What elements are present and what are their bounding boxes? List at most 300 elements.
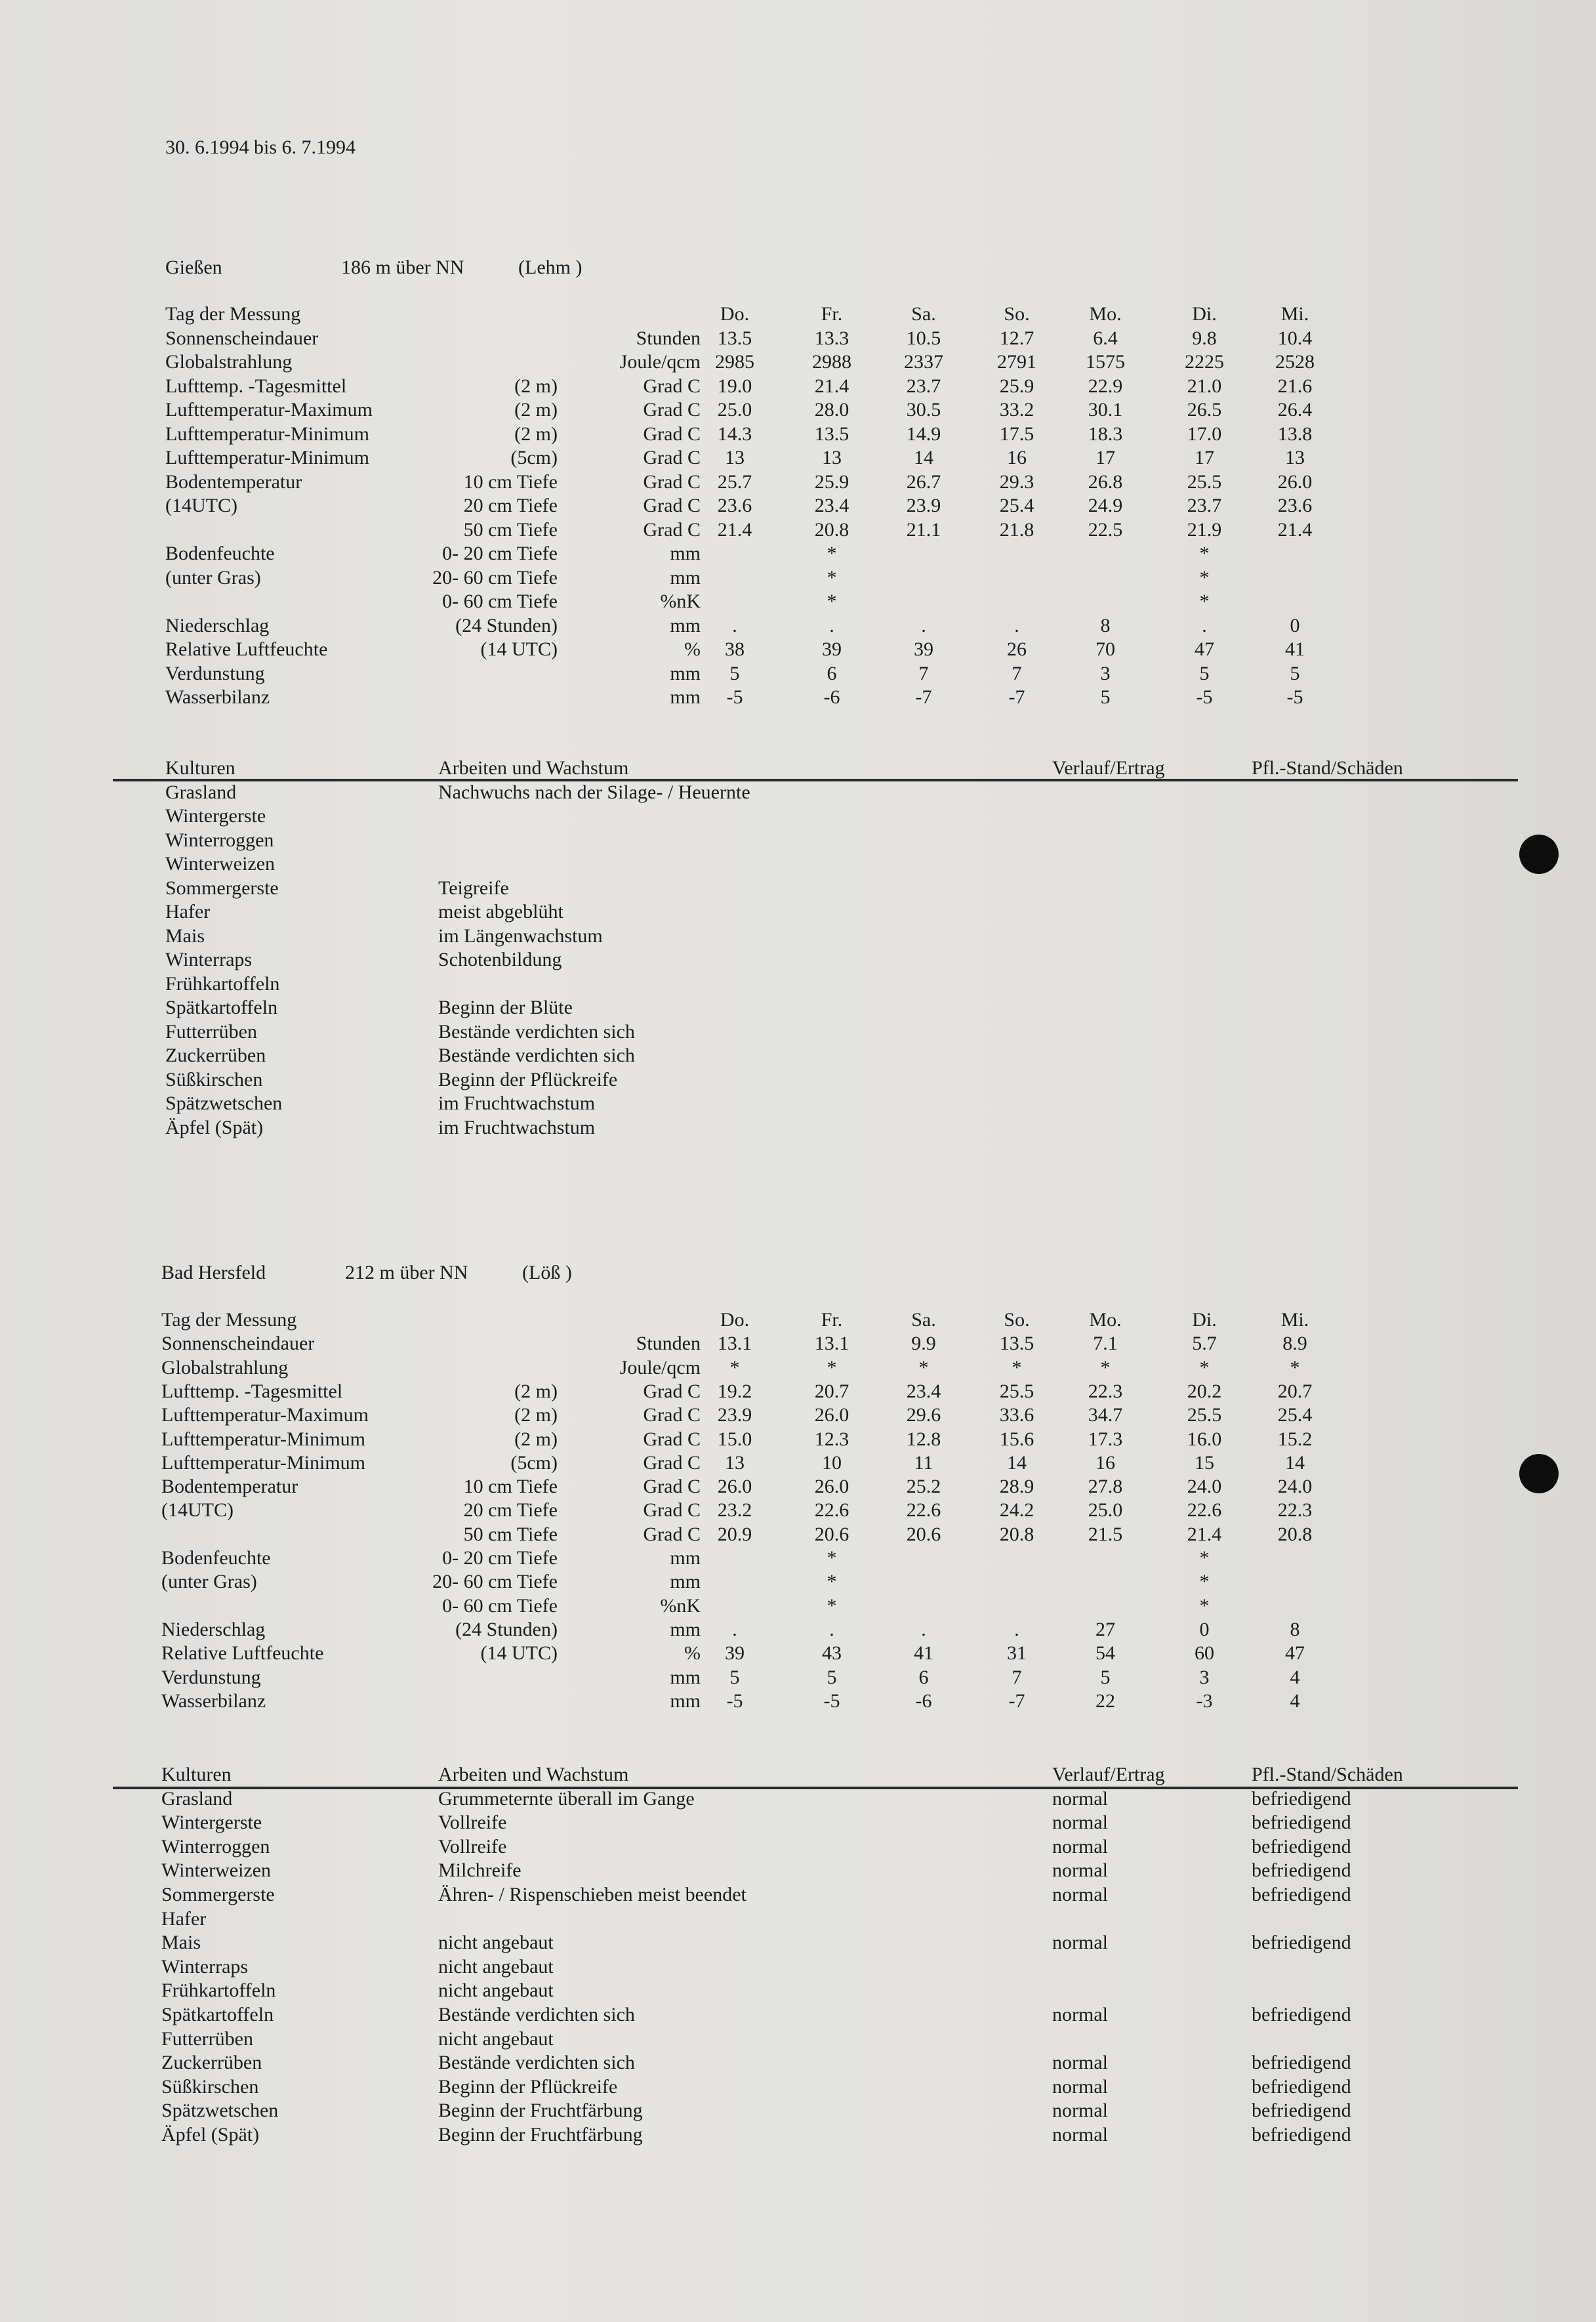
punch-hole <box>1519 1454 1559 1493</box>
cell-value: 7 <box>1012 1666 1022 1688</box>
cell-value: 21.8 <box>999 518 1034 541</box>
cell-value: 25.0 <box>717 399 752 421</box>
row-unit: mm <box>670 614 701 636</box>
cell-value: 22.3 <box>1088 1380 1123 1402</box>
crop-work: nicht angebaut <box>438 1955 554 1978</box>
crop-stand: befriedigend <box>1252 1932 1351 1954</box>
cell-value: 29.6 <box>906 1404 941 1426</box>
cell-value: 25.2 <box>906 1476 941 1498</box>
cell-value: . <box>829 614 834 636</box>
crop-name: Äpfel (Spät) <box>161 2124 260 2146</box>
row-unit: mm <box>670 1666 701 1688</box>
crop-stand: befriedigend <box>1252 2052 1351 2074</box>
cell-value: 22 <box>1095 1690 1115 1712</box>
cell-value: 14.3 <box>717 423 752 445</box>
crop-verlauf: normal <box>1052 2004 1108 2025</box>
cell-value: 24.0 <box>1187 1476 1222 1498</box>
row-label: Bodentemperatur <box>165 470 302 493</box>
cell-value: * <box>918 1356 929 1379</box>
cell-value: * <box>827 543 837 564</box>
crop-name: Hafer <box>161 1907 207 1930</box>
cell-value: 10 <box>822 1451 842 1474</box>
cell-value: 70 <box>1095 638 1115 660</box>
crop-name: Winterraps <box>165 949 253 970</box>
cell-value: . <box>1014 1618 1019 1640</box>
row-label: Bodentemperatur <box>161 1476 298 1498</box>
cell-value: 13 <box>725 1451 745 1474</box>
station-elevation: 186 m über NN <box>341 257 464 278</box>
cell-value: * <box>827 1594 837 1617</box>
cell-value: 23.4 <box>814 495 849 516</box>
cell-value: 6 <box>827 662 837 684</box>
cell-value: -5 <box>823 1690 840 1712</box>
cell-value: 5 <box>1290 662 1300 684</box>
cell-value: -7 <box>1008 686 1025 708</box>
row-unit: Grad C <box>643 423 701 445</box>
cell-value: 24.2 <box>999 1499 1034 1522</box>
row-unit: mm <box>670 1547 701 1569</box>
cell-value: 12.3 <box>814 1428 849 1450</box>
cell-value: 28.0 <box>814 399 849 421</box>
crop-work: im Längenwachstum <box>438 924 603 947</box>
crop-stand: befriedigend <box>1252 2075 1351 2098</box>
row-sublabel: (2 m) <box>514 423 558 445</box>
crop-name: Mais <box>161 1932 201 1954</box>
cell-value: 20.8 <box>999 1523 1034 1545</box>
cell-value: 6.4 <box>1093 327 1118 349</box>
crop-stand: befriedigend <box>1252 1859 1351 1882</box>
day-header: Di. <box>1192 303 1217 325</box>
cell-value: 41 <box>1285 638 1305 660</box>
row-unit: Grad C <box>643 1476 701 1498</box>
crop-work: im Fruchtwachstum <box>438 1092 596 1114</box>
cell-value: * <box>1199 566 1210 589</box>
row-unit: Grad C <box>643 495 701 516</box>
row-label: Wasserbilanz <box>165 686 270 708</box>
crop-name: Hafer <box>165 901 211 923</box>
cell-value: 7 <box>1012 662 1022 684</box>
row-sublabel: 50 cm Tiefe <box>463 518 558 541</box>
crop-name: Wintergerste <box>161 1812 262 1834</box>
day-header: Mi. <box>1280 1309 1309 1331</box>
cell-value: 21.0 <box>1187 375 1222 397</box>
row-unit: Grad C <box>643 1451 701 1474</box>
cell-value: -6 <box>823 686 840 708</box>
cell-value: * <box>1199 1356 1210 1379</box>
row-label: Lufttemperatur-Minimum <box>161 1428 365 1450</box>
row-label: (14UTC) <box>165 495 237 516</box>
cell-value: * <box>1199 1547 1210 1569</box>
cell-value: 47 <box>1285 1642 1305 1665</box>
row-label: Lufttemperatur-Minimum <box>165 447 369 468</box>
day-header: Fr. <box>821 303 843 325</box>
cell-value: 22.6 <box>1187 1499 1222 1522</box>
crop-name: Grasland <box>161 1787 233 1810</box>
row-label: Verdunstung <box>165 662 265 684</box>
station-name: Bad Hersfeld <box>161 1262 266 1283</box>
crop-work: Bestände verdichten sich <box>438 1020 635 1043</box>
row-sublabel: 20- 60 cm Tiefe <box>432 566 558 589</box>
cell-value: 39 <box>822 638 842 660</box>
date-range: 30. 6.1994 bis 6. 7.1994 <box>165 136 356 158</box>
cell-value: 26.0 <box>717 1476 752 1498</box>
row-unit: %nK <box>660 591 701 612</box>
cell-value: -7 <box>915 686 932 708</box>
row-label: Sonnenscheindauer <box>165 327 319 349</box>
cell-value: 23.7 <box>906 375 941 397</box>
cell-value: 26.0 <box>814 1476 849 1498</box>
cell-value: 9.8 <box>1192 327 1217 349</box>
cell-value: 25.4 <box>1277 1404 1313 1426</box>
row-unit: Grad C <box>643 447 701 468</box>
row-unit: mm <box>670 1618 701 1640</box>
crop-work: Bestände verdichten sich <box>438 2052 635 2074</box>
cell-value: 20.7 <box>814 1380 849 1402</box>
cell-value: 23.9 <box>906 495 941 516</box>
crop-work: Ähren- / Rispenschieben meist beendet <box>438 1884 747 1905</box>
row-sublabel: (2 m) <box>514 1404 558 1426</box>
row-unit: mm <box>670 566 701 589</box>
crop-name: Zuckerrüben <box>161 2052 262 2074</box>
row-label: Lufttemperatur-Maximum <box>161 1404 369 1426</box>
cell-value: 24.9 <box>1088 495 1123 516</box>
cell-value: 26.5 <box>1187 399 1222 421</box>
row-unit: Joule/qcm <box>619 351 701 373</box>
crop-work: Beginn der Fruchtfärbung <box>438 2100 643 2122</box>
crop-work: nicht angebaut <box>438 1980 554 2002</box>
cell-value: 43 <box>822 1642 842 1665</box>
day-header: Fr. <box>821 1309 843 1331</box>
day-header: Mo. <box>1089 1309 1122 1331</box>
cell-value: 16 <box>1007 447 1027 468</box>
row-label: (unter Gras) <box>165 566 261 589</box>
crop-verlauf: normal <box>1052 1835 1108 1857</box>
cell-value: 19.2 <box>717 1380 752 1402</box>
cell-value: 2988 <box>812 351 851 373</box>
cell-value: 0 <box>1199 1618 1210 1640</box>
cell-value: . <box>1014 614 1019 636</box>
row-unit: Stunden <box>636 327 701 349</box>
cell-value: 8 <box>1100 614 1111 636</box>
cell-value: 15.0 <box>717 1428 752 1450</box>
crops-col-kulturen: Kulturen <box>165 757 235 779</box>
crops-col-verlauf: Verlauf/Ertrag <box>1052 757 1165 779</box>
cell-value: 14.9 <box>906 423 941 445</box>
row-unit: Grad C <box>643 375 701 397</box>
cell-value: 17 <box>1095 447 1115 468</box>
cell-value: 17.0 <box>1187 423 1222 445</box>
crops-col-arbeiten: Arbeiten und Wachstum <box>438 1764 629 1785</box>
cell-value: * <box>1290 1356 1300 1379</box>
station-soil: (Lehm ) <box>518 257 583 278</box>
crop-work: Beginn der Fruchtfärbung <box>438 2124 643 2146</box>
cell-value: 26.0 <box>1277 470 1313 493</box>
row-label: Globalstrahlung <box>165 351 293 373</box>
row-unit: mm <box>670 1690 701 1712</box>
row-sublabel: 20- 60 cm Tiefe <box>432 1571 558 1593</box>
row-unit: % <box>684 1642 701 1665</box>
cell-value: . <box>921 1618 926 1640</box>
row-label: Niederschlag <box>165 614 270 636</box>
cell-value: 30.5 <box>906 399 941 421</box>
cell-value: 27 <box>1095 1618 1115 1640</box>
cell-value: 23.2 <box>717 1499 752 1522</box>
cell-value: -5 <box>1286 686 1303 708</box>
cell-value: 15.6 <box>999 1428 1034 1450</box>
cell-value: 25.9 <box>814 470 849 493</box>
cell-value: 2528 <box>1275 351 1315 373</box>
cell-value: 26.7 <box>906 470 941 493</box>
cell-value: 33.6 <box>999 1404 1034 1426</box>
cell-value: 13.5 <box>717 327 752 349</box>
crop-name: Winterweizen <box>165 853 276 875</box>
crop-verlauf: normal <box>1052 1812 1108 1834</box>
cell-value: 20.2 <box>1187 1380 1222 1402</box>
crop-name: Frühkartoffeln <box>165 972 280 995</box>
station-name: Gießen <box>165 257 222 278</box>
row-unit: Grad C <box>643 1404 701 1426</box>
cell-value: 14 <box>914 447 933 468</box>
cell-value: -5 <box>726 686 743 708</box>
cell-value: 9.9 <box>911 1333 936 1355</box>
cell-value: 8.9 <box>1282 1333 1307 1355</box>
cell-value: 21.4 <box>814 375 849 397</box>
cell-value: 5 <box>1199 662 1210 684</box>
punch-hole <box>1519 835 1559 874</box>
row-sublabel: (5cm) <box>510 1451 558 1474</box>
cell-value: 39 <box>725 1642 745 1665</box>
cell-value: * <box>827 1547 837 1569</box>
cell-value: 26.8 <box>1088 470 1123 493</box>
crop-verlauf: normal <box>1052 1859 1108 1882</box>
cell-value: 7 <box>918 662 929 684</box>
cell-value: 5 <box>729 662 740 684</box>
row-label: Sonnenscheindauer <box>161 1333 315 1355</box>
cell-value: 6 <box>918 1666 929 1688</box>
cell-value: 17.3 <box>1088 1428 1123 1450</box>
cell-value: 25.0 <box>1088 1499 1123 1522</box>
crop-name: Grasland <box>165 781 237 803</box>
cell-value: . <box>829 1618 834 1640</box>
row-label: Bodenfeuchte <box>165 543 275 564</box>
crop-name: Zuckerrüben <box>165 1045 266 1066</box>
crop-name: Futterrüben <box>161 2027 253 2050</box>
cell-value: 30.1 <box>1088 399 1123 421</box>
crop-stand: befriedigend <box>1252 1835 1351 1857</box>
row-sublabel: (5cm) <box>510 447 558 468</box>
cell-value: 15 <box>1195 1451 1214 1474</box>
cell-value: 20.8 <box>1277 1523 1313 1545</box>
crop-name: Süßkirschen <box>165 1068 263 1090</box>
crop-name: Spätkartoffeln <box>161 2004 274 2025</box>
cell-value: 13 <box>725 447 745 468</box>
row-label: (unter Gras) <box>161 1571 257 1593</box>
cell-value: 20.6 <box>906 1523 941 1545</box>
crops-col-stand: Pfl.-Stand/Schäden <box>1252 1764 1403 1785</box>
crop-stand: befriedigend <box>1252 2100 1351 2122</box>
row-label: Lufttemperatur-Maximum <box>165 399 373 421</box>
cell-value: -6 <box>915 1690 932 1712</box>
cell-value: 13 <box>1285 447 1305 468</box>
crop-name: Sommergerste <box>161 1884 275 1905</box>
crop-name: Süßkirschen <box>161 2075 259 2098</box>
day-header: Sa. <box>911 303 936 325</box>
cell-value: 21.4 <box>1277 518 1313 541</box>
crop-work: Bestände verdichten sich <box>438 2004 635 2025</box>
crop-verlauf: normal <box>1052 1932 1108 1954</box>
cell-value: 4 <box>1290 1690 1300 1712</box>
cell-value: * <box>1100 1356 1111 1379</box>
cell-value: 5 <box>1100 686 1111 708</box>
crop-work: Beginn der Pflückreife <box>438 2075 618 2098</box>
cell-value: * <box>827 1571 837 1593</box>
crop-name: Spätzwetschen <box>161 2100 279 2122</box>
row-unit: Grad C <box>643 1499 701 1522</box>
measure-day-label: Tag der Messung <box>161 1309 297 1331</box>
cell-value: 13.3 <box>814 327 849 349</box>
cell-value: . <box>732 614 737 636</box>
cell-value: -5 <box>726 1690 743 1712</box>
cell-value: 20.9 <box>717 1523 752 1545</box>
crop-work: Vollreife <box>438 1812 507 1834</box>
day-header: Mo. <box>1089 303 1122 325</box>
cell-value: * <box>1199 543 1210 564</box>
cell-value: 54 <box>1095 1642 1115 1665</box>
cell-value: 20.8 <box>814 518 849 541</box>
cell-value: -7 <box>1008 1690 1025 1712</box>
day-header: Mi. <box>1280 303 1309 325</box>
cell-value: 23.9 <box>717 1404 752 1426</box>
crop-work: Schotenbildung <box>438 949 562 970</box>
row-label: Globalstrahlung <box>161 1356 289 1379</box>
crop-work: Milchreife <box>438 1859 522 1882</box>
crop-name: Frühkartoffeln <box>161 1980 276 2002</box>
crop-work: im Fruchtwachstum <box>438 1116 596 1138</box>
crop-verlauf: normal <box>1052 2124 1108 2146</box>
row-sublabel: 0- 20 cm Tiefe <box>442 1547 558 1569</box>
row-unit: % <box>684 638 701 660</box>
crop-name: Winterweizen <box>161 1859 272 1882</box>
cell-value: 41 <box>914 1642 933 1665</box>
cell-value: 22.9 <box>1088 375 1123 397</box>
cell-value: 18.3 <box>1088 423 1123 445</box>
cell-value: 0 <box>1290 614 1300 636</box>
cell-value: 25.4 <box>999 495 1034 516</box>
crop-verlauf: normal <box>1052 2100 1108 2122</box>
cell-value: 25.5 <box>1187 470 1222 493</box>
crop-name: Spätzwetschen <box>165 1092 283 1114</box>
row-sublabel: (2 m) <box>514 1428 558 1450</box>
crops-col-stand: Pfl.-Stand/Schäden <box>1252 757 1403 779</box>
cell-value: 5 <box>729 1666 740 1688</box>
cell-value: 2225 <box>1185 351 1224 373</box>
cell-value: 60 <box>1195 1642 1214 1665</box>
cell-value: 23.6 <box>1277 495 1313 516</box>
row-unit: Grad C <box>643 1523 701 1545</box>
crop-verlauf: normal <box>1052 1787 1108 1810</box>
row-sublabel: (14 UTC) <box>480 1642 558 1665</box>
cell-value: 13.5 <box>814 423 849 445</box>
cell-value: 28.9 <box>999 1476 1034 1498</box>
day-header: Do. <box>720 303 750 325</box>
cell-value: 15.2 <box>1277 1428 1313 1450</box>
cell-value: 10.5 <box>906 327 941 349</box>
crop-name: Sommergerste <box>165 877 279 899</box>
crops-col-arbeiten: Arbeiten und Wachstum <box>438 757 629 779</box>
row-label: Lufttemp. -Tagesmittel <box>161 1380 343 1402</box>
cell-value: 21.1 <box>906 518 941 541</box>
cell-value: 1575 <box>1086 351 1125 373</box>
cell-value: 25.5 <box>999 1380 1034 1402</box>
row-unit: mm <box>670 543 701 564</box>
crop-name: Futterrüben <box>165 1020 257 1043</box>
cell-value: 23.7 <box>1187 495 1222 516</box>
cell-value: 21.9 <box>1187 518 1222 541</box>
cell-value: -3 <box>1196 1690 1213 1712</box>
cell-value: 21.6 <box>1277 375 1313 397</box>
day-header: Do. <box>720 1309 750 1331</box>
cell-value: 33.2 <box>999 399 1034 421</box>
row-label: Wasserbilanz <box>161 1690 266 1712</box>
row-unit: mm <box>670 662 701 684</box>
cell-value: 19.0 <box>717 375 752 397</box>
crop-work: nicht angebaut <box>438 1932 554 1954</box>
cell-value: 22.3 <box>1277 1499 1313 1522</box>
cell-value: 24.0 <box>1277 1476 1313 1498</box>
row-sublabel: 20 cm Tiefe <box>463 495 558 516</box>
row-label: Niederschlag <box>161 1618 266 1640</box>
day-header: Di. <box>1192 1309 1217 1331</box>
row-sublabel: (2 m) <box>514 375 558 397</box>
crop-verlauf: normal <box>1052 2052 1108 2074</box>
cell-value: 21.4 <box>1187 1523 1222 1545</box>
row-sublabel: (14 UTC) <box>480 638 558 660</box>
crop-work: Beginn der Blüte <box>438 997 573 1018</box>
cell-value: 34.7 <box>1088 1404 1123 1426</box>
cell-value: 5.7 <box>1192 1333 1217 1355</box>
cell-value: 21.5 <box>1088 1523 1123 1545</box>
crops-col-verlauf: Verlauf/Ertrag <box>1052 1764 1165 1785</box>
crop-work: Nachwuchs nach der Silage- / Heuernte <box>438 781 750 803</box>
cell-value: 12.8 <box>906 1428 941 1450</box>
cell-value: 5 <box>1100 1666 1111 1688</box>
cell-value: 8 <box>1290 1618 1300 1640</box>
cell-value: 23.6 <box>717 495 752 516</box>
crop-stand: befriedigend <box>1252 1884 1351 1905</box>
day-header: So. <box>1004 303 1030 325</box>
row-unit: Grad C <box>643 1380 701 1402</box>
cell-value: 13.1 <box>717 1333 752 1355</box>
crop-name: Wintergerste <box>165 805 266 827</box>
cell-value: 14 <box>1285 1451 1305 1474</box>
row-unit: Grad C <box>643 518 701 541</box>
row-sublabel: (24 Stunden) <box>455 614 558 636</box>
cell-value: -5 <box>1196 686 1213 708</box>
cell-value: 20.6 <box>814 1523 849 1545</box>
cell-value: 29.3 <box>999 470 1034 493</box>
crop-name: Äpfel (Spät) <box>165 1116 264 1138</box>
cell-value: 14 <box>1007 1451 1027 1474</box>
cell-value: 47 <box>1195 638 1214 660</box>
cell-value: 22.5 <box>1088 518 1123 541</box>
crop-name: Spätkartoffeln <box>165 997 278 1018</box>
row-label: Verdunstung <box>161 1666 261 1688</box>
cell-value: 26 <box>1007 638 1027 660</box>
crop-stand: befriedigend <box>1252 1787 1351 1810</box>
cell-value: 23.4 <box>906 1380 941 1402</box>
cell-value: 26.0 <box>814 1404 849 1426</box>
cell-value: * <box>1199 1594 1210 1617</box>
